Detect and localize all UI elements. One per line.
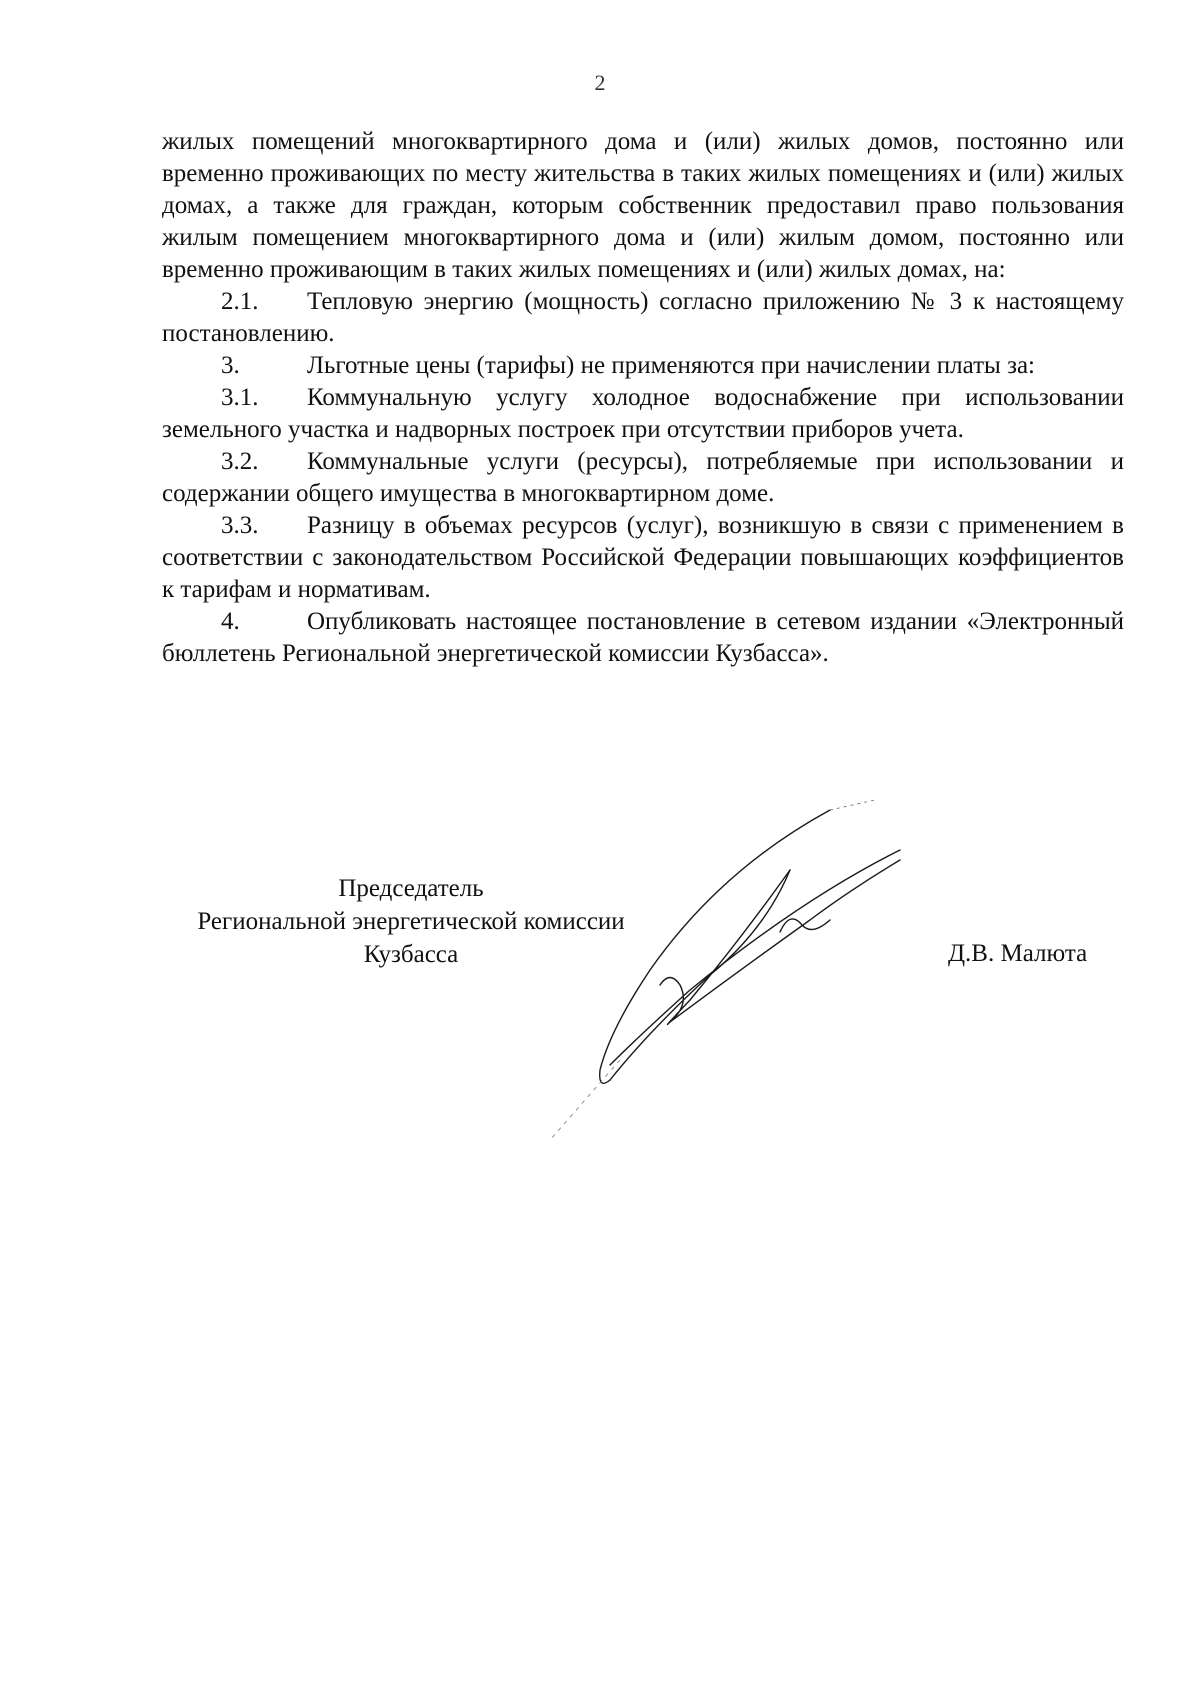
clause-text: Льготные цены (тарифы) не применяются при начислении платы за:	[307, 352, 1035, 379]
clause-text: Разницу в объемах ресурсов (услуг), возникшую в связи с применением в соответствии с законодательством Российской Федерации повышающих коэффициентов к тарифам и нормативам.	[162, 512, 1124, 603]
signatory-title-line3: Кузбасса	[363, 941, 459, 968]
document-body	[162, 126, 1124, 670]
signatory-name: Д.В. Малюта	[948, 940, 1088, 967]
signatory-title-line1: Председатель	[338, 875, 484, 902]
clause-3-3	[162, 510, 1124, 606]
clause-3-1	[162, 382, 1124, 446]
clause-2-1	[162, 286, 1124, 350]
clause-text: Коммунальные услуги (ресурсы), потребляемые при использовании и содержании общего имущества в многоквартирном доме.	[162, 448, 1124, 507]
clause-text: Коммунальную услугу холодное водоснабжение при использовании земельного участка и надворных построек при отсутствии приборов учета.	[162, 384, 1124, 443]
intro-paragraph: жилых помещений многоквартирного дома и (или) жилых домов, постоянно или временно проживающих по месту жительства в таких жилых помещениях и (или) жилых домах, а также для граждан, которым собственник предоставил право пользования жилым помещением многоквартирного дома и (или) жилым домом, постоянно или временно проживающим в таких жилых помещениях и (или) жилых домах, на:	[162, 128, 1124, 283]
clause-text: Тепловую энергию (мощность) согласно приложению № 3 к настоящему постановлению.	[162, 288, 1124, 347]
clause-3	[162, 350, 1124, 382]
clause-3-2	[162, 446, 1124, 510]
signatory-title-line2: Региональной энергетической комиссии	[197, 908, 625, 935]
clause-number: 2.1.	[221, 288, 259, 315]
clause-text: Опубликовать настоящее постановление в сетевом издании «Электронный бюллетень Региональной энергетической комиссии Кузбасса».	[162, 608, 1124, 667]
handwritten-signature	[540, 800, 1000, 1160]
clause-number: 3.	[221, 352, 240, 379]
clause-number: 3.3.	[221, 512, 259, 539]
clause-number: 3.1.	[221, 384, 259, 411]
clause-4	[162, 606, 1124, 670]
clause-number: 3.2.	[221, 448, 259, 475]
clause-number: 4.	[221, 608, 240, 635]
page-number: 2	[594, 70, 606, 95]
